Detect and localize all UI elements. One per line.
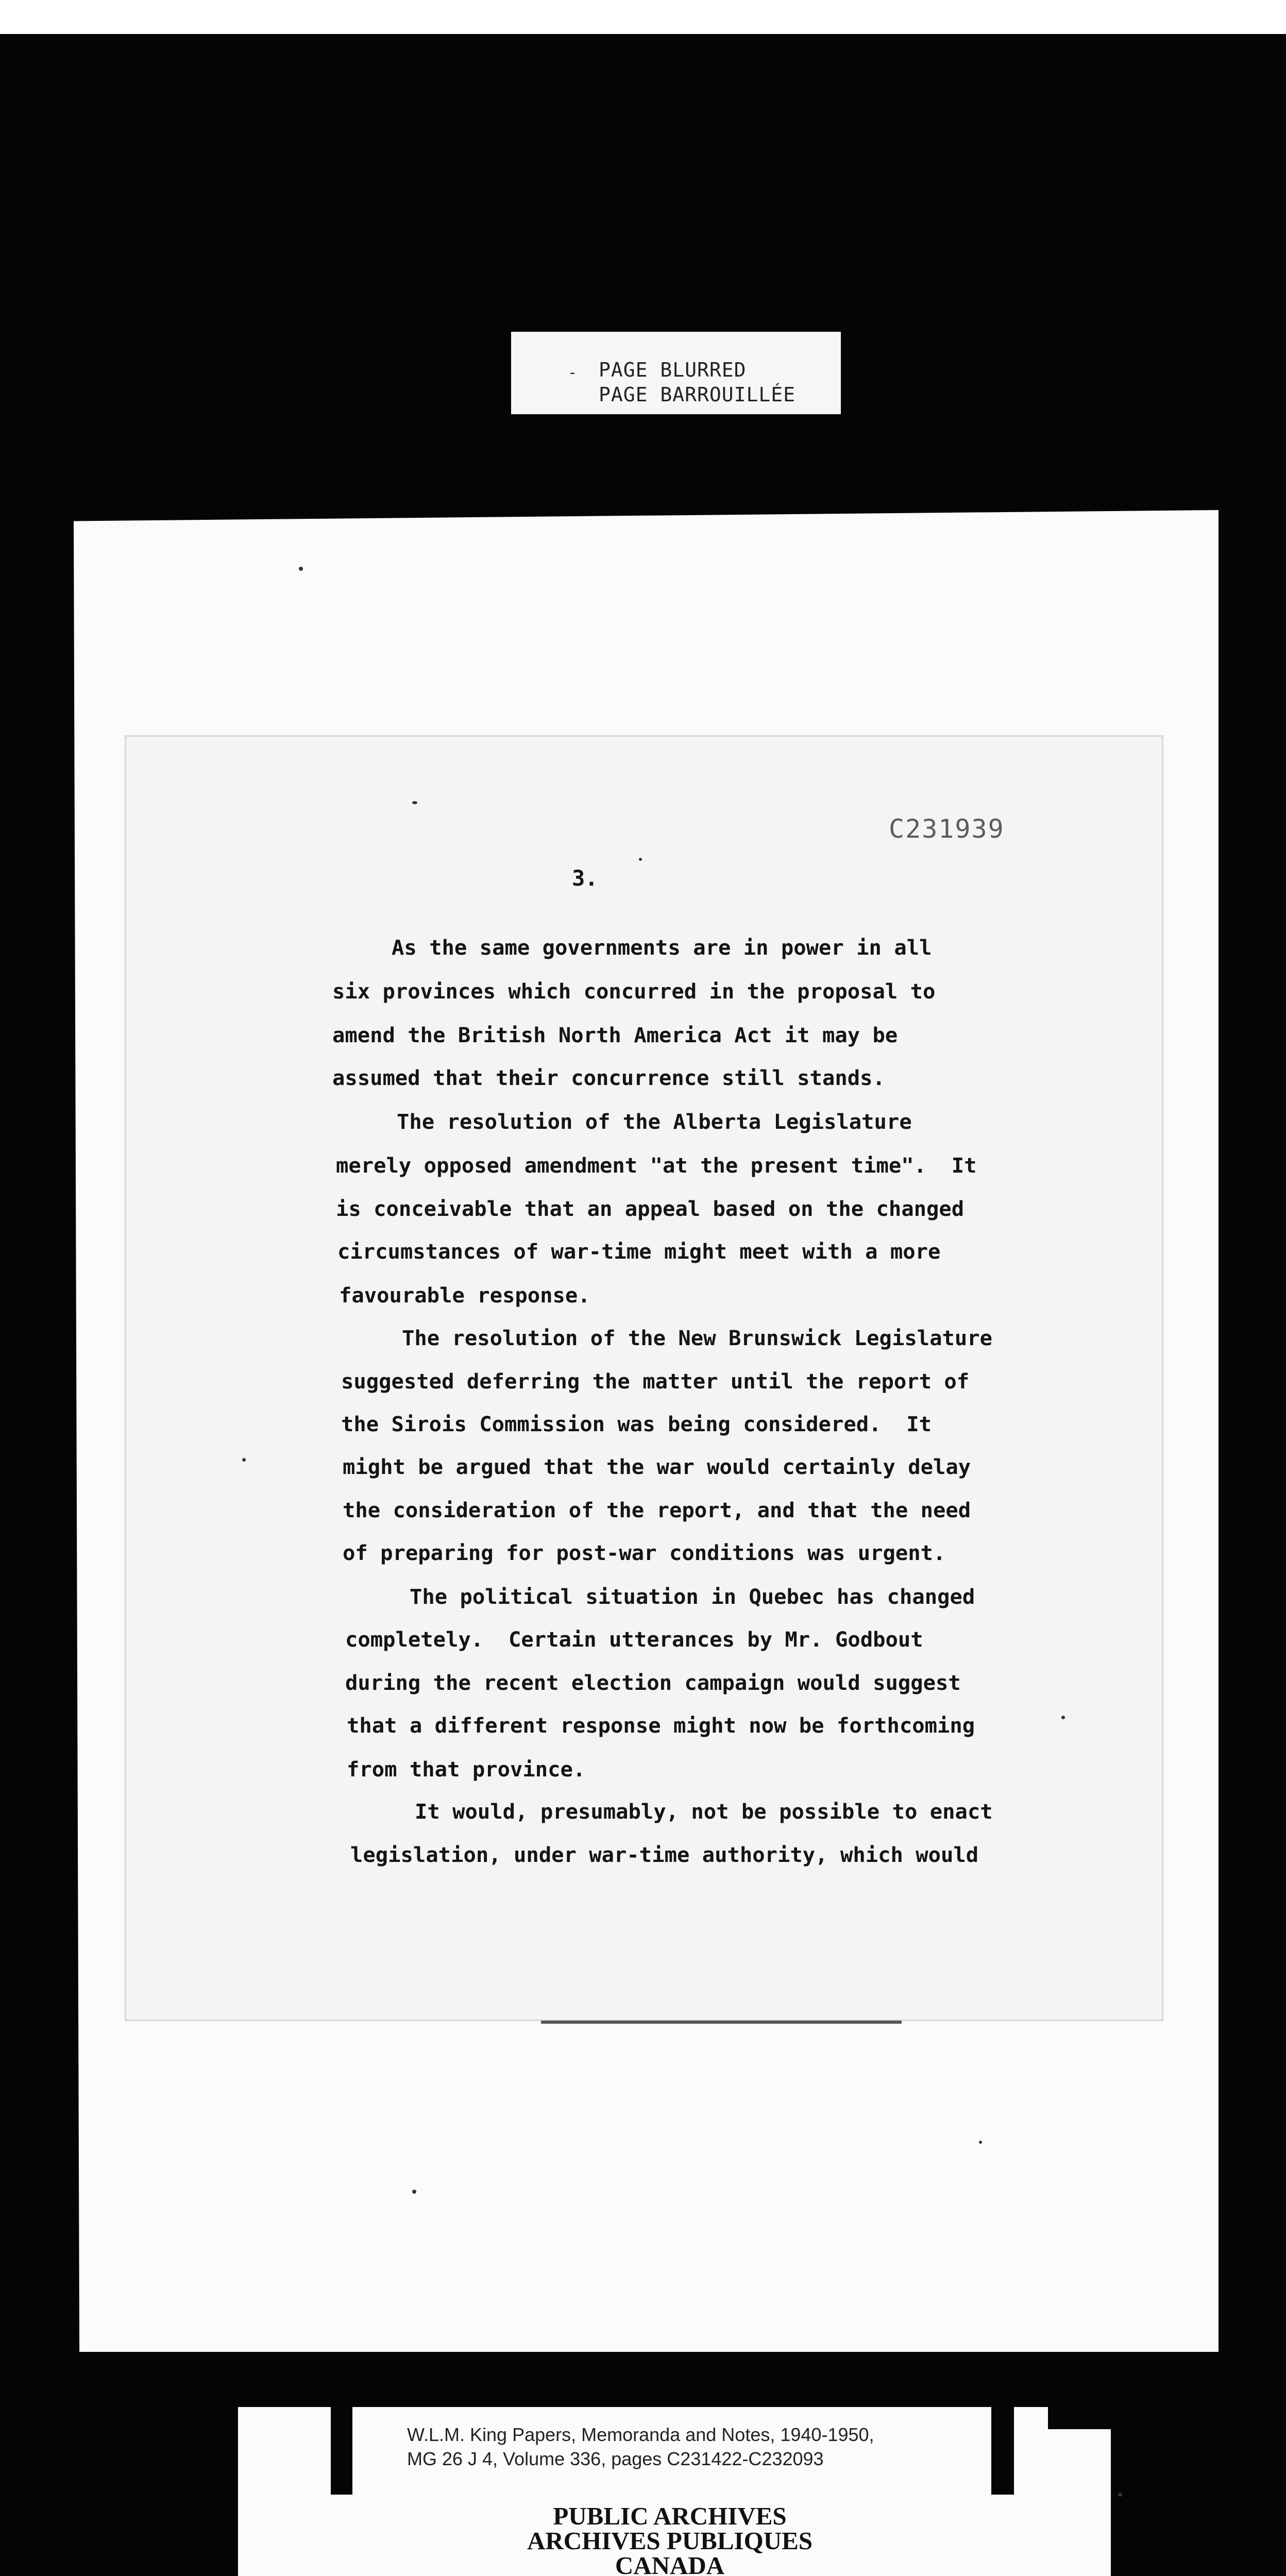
dust-speck (412, 2190, 416, 2194)
document-number: C231939 (889, 814, 1005, 844)
archive-reference-line-2: MG 26 J 4, Volume 336, pages C231422-C232093 (407, 2448, 824, 2469)
dust-speck (299, 567, 303, 571)
archive-name-english: PUBLIC ARCHIVES (553, 2502, 787, 2530)
document-line: the consideration of the report, and that the need (343, 1498, 971, 1522)
dust-speck (979, 2141, 982, 2144)
document-line: circumstances of war-time might meet with a more (337, 1239, 941, 1264)
document-line: is conceivable that an appeal based on the changed (336, 1196, 964, 1221)
document-line: favourable response. (339, 1283, 590, 1308)
document-line: merely opposed amendment "at the present time". It (336, 1153, 977, 1178)
dust-speck (412, 801, 417, 804)
document-line: The resolution of the Alberta Legislature (397, 1109, 912, 1134)
document-line: the Sirois Commission was being considered. It (341, 1412, 932, 1436)
document-line: during the recent election campaign would suggest (345, 1670, 961, 1695)
archive-name-french: ARCHIVES PUBLIQUES (527, 2527, 813, 2555)
archive-reference-line-1: W.L.M. King Papers, Memoranda and Notes, 1940-1950, (407, 2424, 874, 2445)
document-line: amend the British North America Act it may be (332, 1023, 898, 1047)
dust-speck (639, 858, 642, 861)
blurred-page-stamp (511, 332, 841, 414)
stamp-line-french: PAGE BARROUILLÉE (599, 383, 796, 406)
dust-speck (1118, 2493, 1122, 2497)
document-line: legislation, under war-time authority, which would (350, 1842, 979, 1867)
archive-tag-notch-left (331, 2407, 352, 2495)
stamp-line-english: PAGE BLURRED (599, 359, 747, 381)
document-line: assumed that their concurrence still stands. (332, 1065, 885, 1090)
document-line: It would, presumably, not be possible to enact (415, 1799, 993, 1824)
document-line: completely. Certain utterances by Mr. Godbout (345, 1627, 923, 1652)
document-line: As the same governments are in power in all (392, 935, 932, 960)
document-line: might be argued that the war would certainly delay (343, 1454, 971, 1479)
page-rule (541, 2021, 902, 2024)
document-line: of preparing for post-war conditions was urgent. (343, 1540, 946, 1565)
dust-speck (242, 1458, 246, 1462)
document-line: six provinces which concurred in the proposal to (332, 979, 936, 1004)
page-number: 3. (572, 866, 598, 891)
document-line: The resolution of the New Brunswick Legislature (402, 1326, 993, 1350)
dust-speck (1061, 1716, 1065, 1719)
document-line: that a different response might now be forthcoming (347, 1713, 975, 1738)
document-line: from that province. (347, 1757, 586, 1782)
document-line: The political situation in Quebec has changed (410, 1584, 975, 1609)
archive-country: CANADA (615, 2551, 725, 2576)
archive-tag-notch-right (991, 2407, 1014, 2495)
document-line: suggested deferring the matter until the report of (341, 1369, 970, 1394)
stamp-dash: - (568, 364, 578, 382)
